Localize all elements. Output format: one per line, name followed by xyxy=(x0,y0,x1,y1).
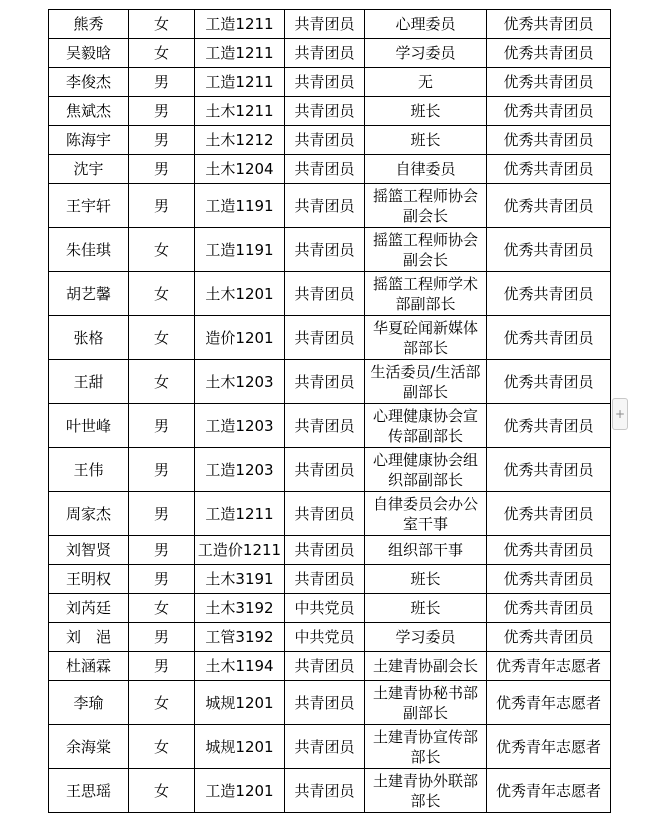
gender-cell: 女 xyxy=(129,228,195,272)
award-cell: 优秀共青团员 xyxy=(487,155,611,184)
political-status-cell: 共青团员 xyxy=(285,448,365,492)
name-cell: 余海棠 xyxy=(49,725,129,769)
political-status-cell: 共青团员 xyxy=(285,769,365,813)
political-status-cell: 共青团员 xyxy=(285,404,365,448)
class-cell: 土木1211 xyxy=(195,97,285,126)
name-cell: 刘芮廷 xyxy=(49,594,129,623)
table-row xyxy=(49,184,611,228)
class-cell: 城规1201 xyxy=(195,681,285,725)
position-cell: 班长 xyxy=(365,565,487,594)
political-status-cell: 共青团员 xyxy=(285,10,365,39)
award-cell: 优秀共青团员 xyxy=(487,184,611,228)
table-row xyxy=(49,272,611,316)
table-row xyxy=(49,360,611,404)
class-cell: 土木1204 xyxy=(195,155,285,184)
class-cell: 土木1201 xyxy=(195,272,285,316)
class-cell: 工造1211 xyxy=(195,10,285,39)
award-cell: 优秀共青团员 xyxy=(487,565,611,594)
class-cell: 工造价1211 xyxy=(195,536,285,565)
table-row xyxy=(49,725,611,769)
political-status-cell: 共青团员 xyxy=(285,39,365,68)
award-cell: 优秀共青团员 xyxy=(487,448,611,492)
class-cell: 城规1201 xyxy=(195,725,285,769)
political-status-cell: 共青团员 xyxy=(285,652,365,681)
political-status-cell: 共青团员 xyxy=(285,492,365,536)
position-cell: 自律委员会办公室干事 xyxy=(365,492,487,536)
table-row xyxy=(49,492,611,536)
name-cell: 周家杰 xyxy=(49,492,129,536)
political-status-cell: 共青团员 xyxy=(285,316,365,360)
award-cell: 优秀青年志愿者 xyxy=(487,725,611,769)
class-cell: 工造1211 xyxy=(195,492,285,536)
name-cell: 李瑜 xyxy=(49,681,129,725)
award-cell: 优秀共青团员 xyxy=(487,492,611,536)
class-cell: 土木1194 xyxy=(195,652,285,681)
table-row xyxy=(49,404,611,448)
name-cell: 吴毅晗 xyxy=(49,39,129,68)
table-row xyxy=(49,448,611,492)
gender-cell: 男 xyxy=(129,448,195,492)
name-cell: 杜涵霖 xyxy=(49,652,129,681)
table-row xyxy=(49,126,611,155)
political-status-cell: 中共党员 xyxy=(285,623,365,652)
position-cell: 班长 xyxy=(365,126,487,155)
political-status-cell: 共青团员 xyxy=(285,68,365,97)
table-row xyxy=(49,228,611,272)
award-cell: 优秀共青团员 xyxy=(487,126,611,155)
gender-cell: 男 xyxy=(129,565,195,594)
name-cell: 王思瑶 xyxy=(49,769,129,813)
name-cell: 焦斌杰 xyxy=(49,97,129,126)
position-cell: 班长 xyxy=(365,594,487,623)
name-cell: 朱佳琪 xyxy=(49,228,129,272)
class-cell: 土木3191 xyxy=(195,565,285,594)
political-status-cell: 共青团员 xyxy=(285,536,365,565)
award-roster-table xyxy=(48,9,611,813)
gender-cell: 女 xyxy=(129,316,195,360)
position-cell: 土建青协宣传部部长 xyxy=(365,725,487,769)
table-add-row-handle[interactable] xyxy=(612,398,628,430)
plus-icon: + xyxy=(614,407,626,421)
award-cell: 优秀共青团员 xyxy=(487,316,611,360)
award-cell: 优秀共青团员 xyxy=(487,536,611,565)
table-row xyxy=(49,39,611,68)
award-cell: 优秀共青团员 xyxy=(487,10,611,39)
name-cell: 张格 xyxy=(49,316,129,360)
table-row xyxy=(49,68,611,97)
award-cell: 优秀共青团员 xyxy=(487,272,611,316)
class-cell: 工造1201 xyxy=(195,769,285,813)
position-cell: 摇篮工程师协会副会长 xyxy=(365,228,487,272)
gender-cell: 男 xyxy=(129,97,195,126)
name-cell: 胡艺馨 xyxy=(49,272,129,316)
award-cell: 优秀青年志愿者 xyxy=(487,652,611,681)
position-cell: 心理委员 xyxy=(365,10,487,39)
gender-cell: 女 xyxy=(129,681,195,725)
class-cell: 工造1191 xyxy=(195,184,285,228)
gender-cell: 男 xyxy=(129,126,195,155)
table-row xyxy=(49,594,611,623)
gender-cell: 女 xyxy=(129,10,195,39)
award-cell: 优秀共青团员 xyxy=(487,404,611,448)
position-cell: 学习委员 xyxy=(365,39,487,68)
class-cell: 工管3192 xyxy=(195,623,285,652)
award-cell: 优秀共青团员 xyxy=(487,594,611,623)
position-cell: 组织部干事 xyxy=(365,536,487,565)
gender-cell: 女 xyxy=(129,594,195,623)
position-cell: 土建青协外联部部长 xyxy=(365,769,487,813)
class-cell: 土木1203 xyxy=(195,360,285,404)
table-row xyxy=(49,623,611,652)
gender-cell: 女 xyxy=(129,769,195,813)
class-cell: 工造1211 xyxy=(195,68,285,97)
gender-cell: 男 xyxy=(129,155,195,184)
table-row xyxy=(49,97,611,126)
name-cell: 王宇轩 xyxy=(49,184,129,228)
gender-cell: 女 xyxy=(129,39,195,68)
table-row xyxy=(49,769,611,813)
political-status-cell: 共青团员 xyxy=(285,681,365,725)
table-row xyxy=(49,155,611,184)
award-cell: 优秀共青团员 xyxy=(487,68,611,97)
gender-cell: 男 xyxy=(129,536,195,565)
gender-cell: 女 xyxy=(129,360,195,404)
gender-cell: 男 xyxy=(129,68,195,97)
position-cell: 摇篮工程师学术部副部长 xyxy=(365,272,487,316)
political-status-cell: 共青团员 xyxy=(285,725,365,769)
award-roster-body xyxy=(49,10,611,813)
name-cell: 刘 浥 xyxy=(49,623,129,652)
award-cell: 优秀共青团员 xyxy=(487,228,611,272)
name-cell: 刘智贤 xyxy=(49,536,129,565)
political-status-cell: 共青团员 xyxy=(285,155,365,184)
gender-cell: 男 xyxy=(129,623,195,652)
name-cell: 李俊杰 xyxy=(49,68,129,97)
position-cell: 土建青协秘书部副部长 xyxy=(365,681,487,725)
name-cell: 王甜 xyxy=(49,360,129,404)
name-cell: 熊秀 xyxy=(49,10,129,39)
name-cell: 王伟 xyxy=(49,448,129,492)
award-cell: 优秀青年志愿者 xyxy=(487,769,611,813)
table-row xyxy=(49,316,611,360)
class-cell: 工造1203 xyxy=(195,448,285,492)
position-cell: 华夏砼闻新媒体部部长 xyxy=(365,316,487,360)
award-cell: 优秀青年志愿者 xyxy=(487,681,611,725)
name-cell: 叶世峰 xyxy=(49,404,129,448)
class-cell: 土木1212 xyxy=(195,126,285,155)
position-cell: 班长 xyxy=(365,97,487,126)
political-status-cell: 共青团员 xyxy=(285,126,365,155)
gender-cell: 男 xyxy=(129,404,195,448)
class-cell: 工造1191 xyxy=(195,228,285,272)
gender-cell: 男 xyxy=(129,492,195,536)
position-cell: 生活委员/生活部副部长 xyxy=(365,360,487,404)
table-row xyxy=(49,681,611,725)
gender-cell: 男 xyxy=(129,184,195,228)
class-cell: 造价1201 xyxy=(195,316,285,360)
gender-cell: 女 xyxy=(129,272,195,316)
table-row xyxy=(49,652,611,681)
table-row xyxy=(49,536,611,565)
position-cell: 无 xyxy=(365,68,487,97)
award-cell: 优秀共青团员 xyxy=(487,97,611,126)
name-cell: 王明权 xyxy=(49,565,129,594)
political-status-cell: 共青团员 xyxy=(285,360,365,404)
award-cell: 优秀共青团员 xyxy=(487,623,611,652)
political-status-cell: 共青团员 xyxy=(285,184,365,228)
table-row xyxy=(49,565,611,594)
political-status-cell: 共青团员 xyxy=(285,228,365,272)
table-row xyxy=(49,10,611,39)
position-cell: 心理健康协会宣传部副部长 xyxy=(365,404,487,448)
position-cell: 自律委员 xyxy=(365,155,487,184)
position-cell: 学习委员 xyxy=(365,623,487,652)
class-cell: 工造1203 xyxy=(195,404,285,448)
class-cell: 工造1211 xyxy=(195,39,285,68)
award-cell: 优秀共青团员 xyxy=(487,360,611,404)
name-cell: 陈海宇 xyxy=(49,126,129,155)
political-status-cell: 共青团员 xyxy=(285,565,365,594)
position-cell: 摇篮工程师协会副会长 xyxy=(365,184,487,228)
award-cell: 优秀共青团员 xyxy=(487,39,611,68)
position-cell: 土建青协副会长 xyxy=(365,652,487,681)
name-cell: 沈宇 xyxy=(49,155,129,184)
gender-cell: 男 xyxy=(129,652,195,681)
political-status-cell: 中共党员 xyxy=(285,594,365,623)
class-cell: 土木3192 xyxy=(195,594,285,623)
position-cell: 心理健康协会组织部副部长 xyxy=(365,448,487,492)
gender-cell: 女 xyxy=(129,725,195,769)
political-status-cell: 共青团员 xyxy=(285,97,365,126)
political-status-cell: 共青团员 xyxy=(285,272,365,316)
